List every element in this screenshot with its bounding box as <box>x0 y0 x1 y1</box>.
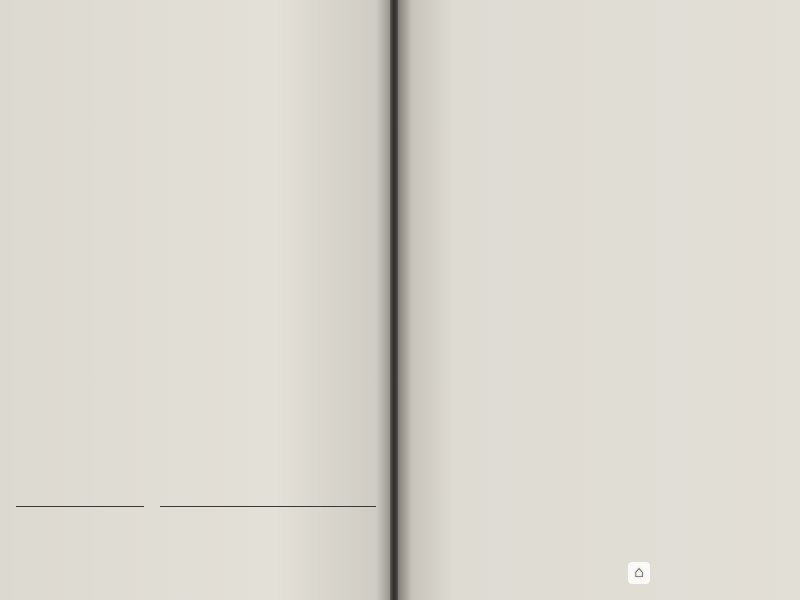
watermark <box>628 562 654 586</box>
left-page <box>0 0 392 600</box>
copyright-divider <box>160 506 376 507</box>
right-page <box>396 0 800 600</box>
isbn-divider <box>16 506 144 507</box>
labirint-logo-icon: ⌂ <box>628 562 650 584</box>
book-gutter <box>390 0 398 600</box>
